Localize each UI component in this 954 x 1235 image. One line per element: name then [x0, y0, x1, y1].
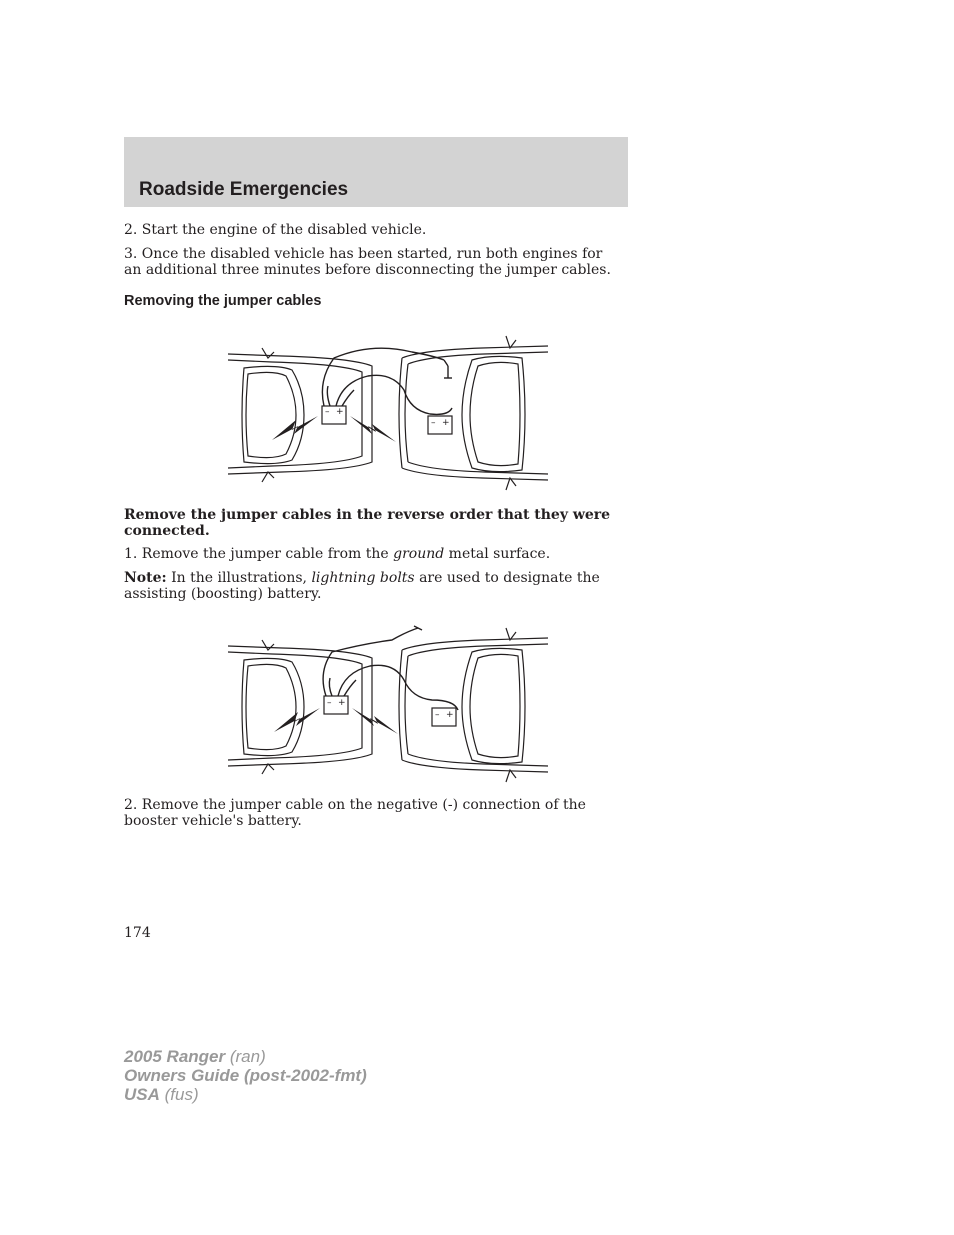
lightning-bolt-icon: [272, 416, 318, 440]
battery-pos-label: +: [442, 418, 450, 428]
section-header-band: [124, 137, 628, 207]
battery-neg-label: –: [325, 407, 330, 417]
booster-car-outline: [228, 640, 372, 774]
footer-region: USA (fus): [124, 1085, 199, 1104]
term-lightning-bolts: lightning bolts: [311, 570, 415, 586]
illustration-cars-jumper-cables-2: [222, 622, 554, 784]
page-number: 174: [124, 925, 151, 941]
illustration-cars-jumper-cables-1: [222, 330, 554, 492]
battery-neg-label: –: [327, 698, 332, 708]
booster-car-outline: [228, 348, 372, 482]
warning-reverse-order: Remove the jumper cables in the reverse order that they were connected.: [124, 507, 611, 539]
battery-neg-label: –: [431, 418, 436, 428]
booster-battery: [324, 696, 348, 714]
step-start-engine: 2. Start the engine of the disabled vehicle.: [124, 222, 427, 238]
term-ground: ground: [393, 546, 445, 562]
lightning-bolt-icon: [352, 708, 398, 734]
note-label: Note:: [124, 570, 167, 586]
lightning-bolt-icon: [274, 708, 320, 732]
battery-neg-label: –: [435, 710, 440, 720]
disabled-car-outline: [399, 336, 548, 490]
battery-pos-label: +: [338, 698, 346, 708]
disabled-car-outline: [399, 628, 548, 782]
step-remove-negative: 2. Remove the jumper cable on the negative (-) connection of the booster vehicle's battery.: [124, 797, 586, 829]
disabled-battery: [428, 416, 452, 434]
step-remove-ground: 1. Remove the jumper cable from the ground metal surface.: [124, 546, 551, 562]
note-lightning-bolts: Note: In the illustrations, lightning bolts are used to designate the assisting (boosting) battery.: [124, 570, 600, 602]
footer-model: 2005 Ranger (ran): [124, 1047, 266, 1066]
document-footer: [124, 1047, 367, 1104]
lightning-bolt-icon: [350, 416, 396, 442]
battery-pos-label: +: [446, 710, 454, 720]
section-title: Roadside Emergencies: [139, 179, 349, 200]
battery-pos-label: +: [336, 407, 344, 417]
footer-guide: Owners Guide (post-2002-fmt): [124, 1066, 367, 1085]
subheading-removing-cables: Removing the jumper cables: [124, 293, 322, 309]
step-run-engines: 3. Once the disabled vehicle has been started, run both engines for an additional three minutes before disconnecting the jumper cables.: [124, 246, 611, 278]
disabled-battery: [432, 708, 456, 726]
booster-battery: [322, 406, 346, 424]
